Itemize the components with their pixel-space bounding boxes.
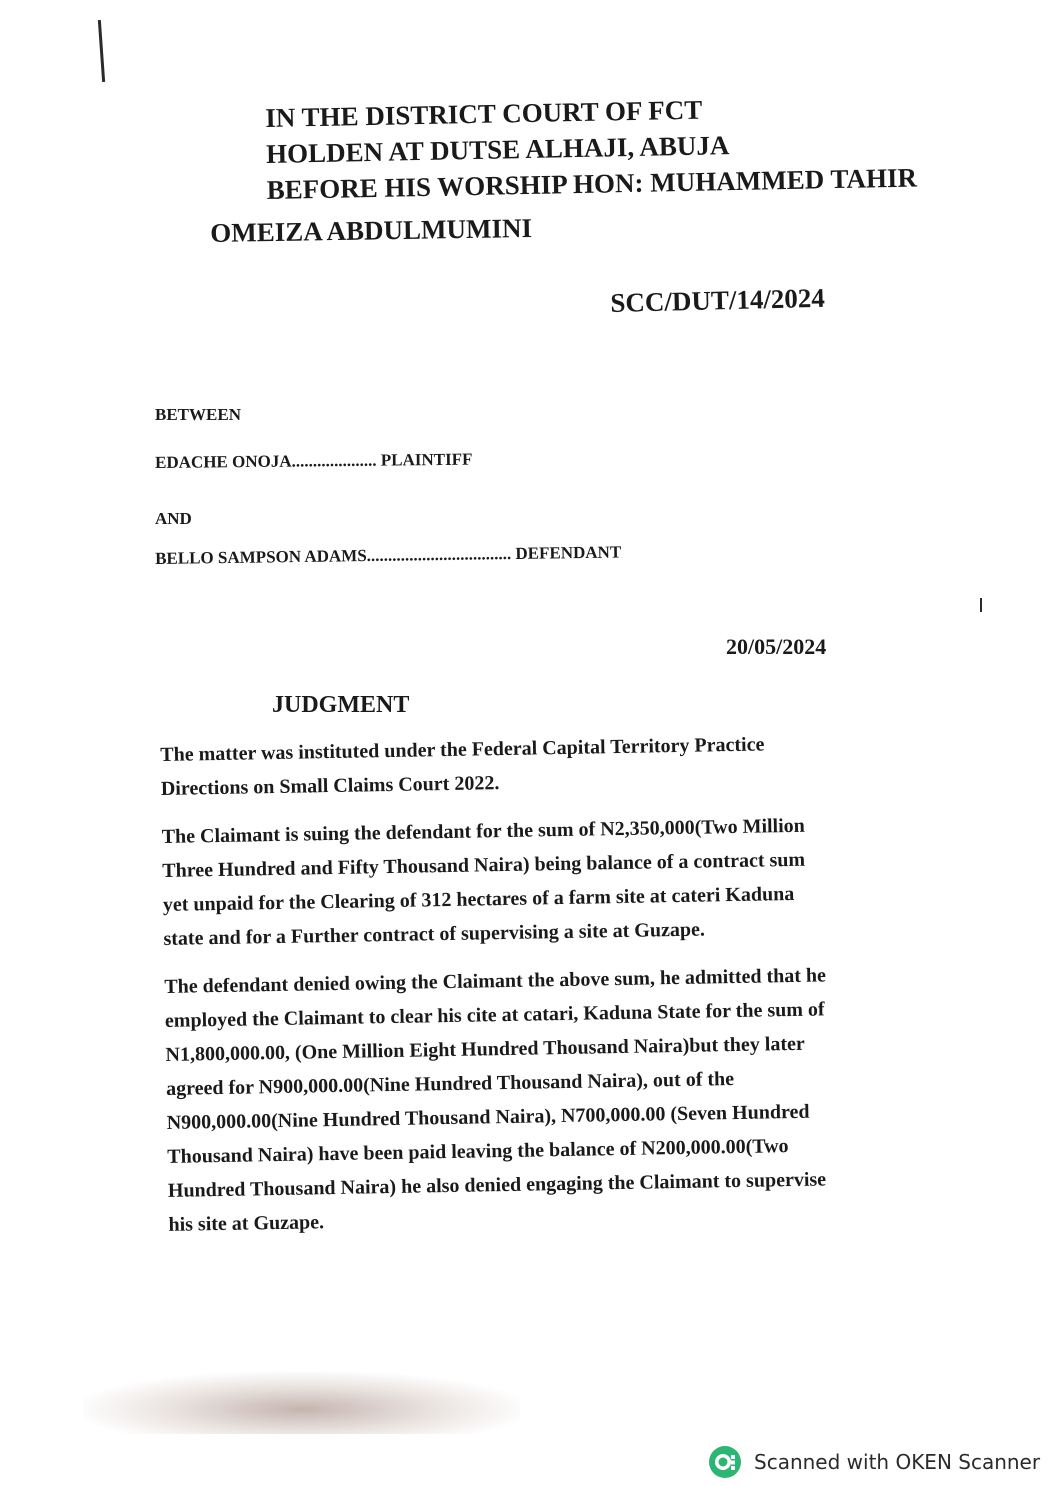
judgment-body — [160, 725, 909, 1256]
paragraph-line: N1,800,000.00, (One Million Eight Hundred Thousand Naira)but they later — [165, 1032, 805, 1066]
paragraph-line: Thousand Naira) have been paid leaving the balance of N200,000.00(Two — [167, 1135, 789, 1168]
paragraph — [161, 807, 903, 956]
defendant-line: BELLO SAMPSON ADAMS.................................. DEFENDANT — [155, 542, 622, 568]
paragraph-line: Three Hundred and Fifty Thousand Naira) being balance of a contract sum — [162, 848, 806, 882]
presiding-judge-continued: OMEIZA ABDULMUMINI — [210, 212, 533, 248]
paragraph-line: state and for a Further contract of supervising a site at Guzape. — [163, 918, 706, 950]
scanner-label: Scanned with OKEN Scanner — [754, 1450, 1041, 1474]
judgment-date: 20/05/2024 — [726, 634, 827, 659]
paragraph — [164, 957, 909, 1242]
paragraph-line: The matter was instituted under the Federal Capital Territory Practice — [160, 733, 765, 766]
paragraph-line: Hundred Thousand Naira) he also denied engaging the Claimant to supervise — [167, 1168, 827, 1202]
oken-scanner-logo-icon — [708, 1445, 742, 1479]
pen-mark — [98, 20, 105, 82]
suit-number: SCC/DUT/14/2024 — [610, 282, 826, 318]
and-label: AND — [155, 509, 192, 528]
paragraph-line: yet unpaid for the Clearing of 312 hectares of a farm site at cateri Kaduna — [162, 882, 795, 916]
paragraph-line: agreed for N900,000.00(Nine Hundred Thousand Naira), out of the — [165, 1068, 735, 1100]
paragraph-line: his site at Guzape. — [168, 1211, 325, 1236]
court-location: HOLDEN AT DUTSE ALHAJI, ABUJA — [265, 130, 730, 169]
pen-mark-small — [980, 598, 982, 612]
scanner-watermark — [708, 1445, 1040, 1479]
paragraph — [160, 725, 901, 806]
paragraph-line: The Claimant is suing the defendant for the sum of N2,350,000(Two Million — [161, 814, 806, 848]
between-label: BETWEEN — [155, 405, 241, 424]
judgment-heading: JUDGMENT — [272, 692, 410, 718]
paragraph-line: The defendant denied owing the Claimant the above sum, he admitted that he — [164, 964, 827, 998]
presiding-judge: BEFORE HIS WORSHIP HON: MUHAMMED TAHIR — [266, 162, 918, 205]
court-header — [265, 88, 917, 208]
court-name: IN THE DISTRICT COURT OF FCT — [265, 94, 703, 133]
paragraph-line: Directions on Small Claims Court 2022. — [160, 772, 500, 800]
plaintiff-line: EDACHE ONOJA.................... PLAINTIFF — [155, 449, 473, 472]
paragraph-line: N900,000.00(Nine Hundred Thousand Naira), N700,000.00 (Seven Hundred — [166, 1100, 810, 1134]
paragraph-line: employed the Claimant to clear his cite at catari, Kaduna State for the sum of — [164, 998, 825, 1032]
scan-shadow — [84, 1372, 520, 1434]
